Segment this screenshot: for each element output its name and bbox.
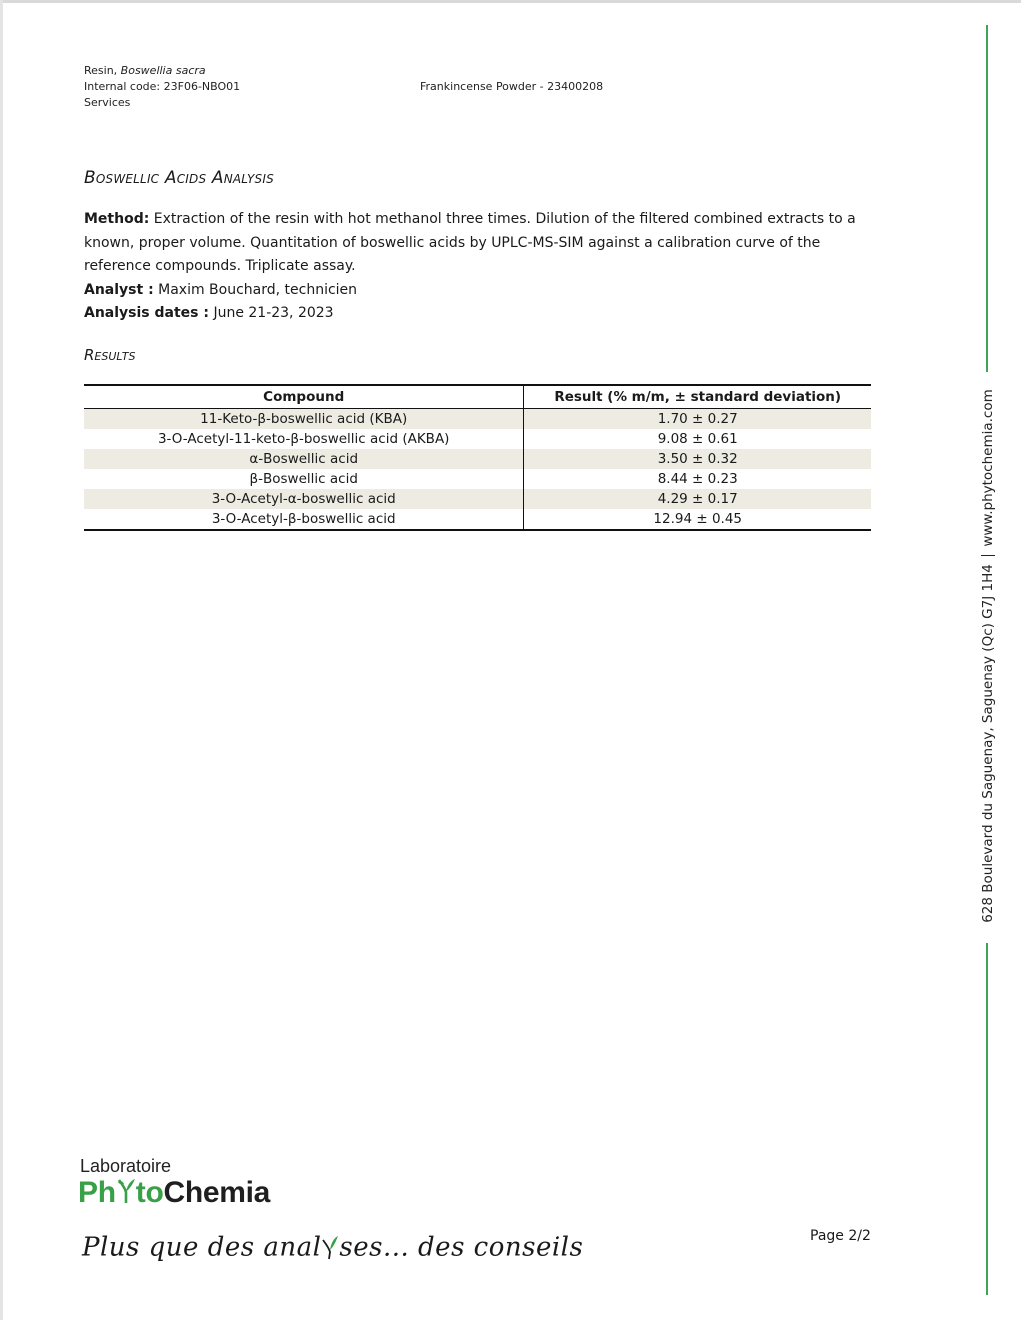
dates-value: June 21-23, 2023 (213, 305, 334, 321)
column-header-result: Result (% m/m, ± standard deviation) (524, 385, 871, 409)
logo-text-to: to (135, 1176, 164, 1209)
dates-label: Analysis dates : (84, 305, 209, 321)
tagline-part-2: ses... des conseils (339, 1232, 584, 1263)
result-cell: 9.08 ± 0.61 (657, 431, 738, 447)
product-name: Frankincense Powder - 23400208 (420, 80, 604, 93)
compound-cell: 3-O-Acetyl-α-boswellic acid (84, 489, 524, 509)
method-text-1: Extraction of the resin with hot methanol three times. Dilution of the filtered combined extracts to a (153, 211, 856, 227)
analyst-value: Maxim Bouchard, technicien (158, 281, 358, 298)
method-line-1 (84, 208, 864, 232)
column-header-compound: Compound (84, 385, 524, 409)
sidebar-line-top (986, 25, 988, 372)
leaf-y-icon (116, 1176, 136, 1212)
table-row (84, 469, 871, 489)
result-cell: 1.70 ± 0.27 (524, 409, 871, 430)
result-cell: 4.29 ± 0.17 (524, 489, 871, 509)
results-table (84, 384, 871, 531)
sidebar-separator (981, 555, 995, 557)
method-block (84, 208, 864, 326)
results-title: Results (84, 346, 136, 364)
table-row (84, 429, 871, 449)
dates-line (84, 302, 864, 326)
leaf-y-icon (321, 1230, 339, 1267)
compound-cell: 3-O-Acetyl-β-boswellic acid (84, 509, 524, 530)
analyst-label: Analyst : (84, 281, 154, 298)
table-row (84, 449, 871, 469)
tagline-part-1: Plus que des anal (82, 1232, 322, 1263)
page-number: Page 2/2 (810, 1228, 871, 1244)
table-row (84, 409, 871, 430)
result-cell: 8.44 ± 0.23 (657, 471, 738, 487)
method-label: Method: (84, 211, 150, 227)
compound-cell: α-Boswellic acid (84, 449, 524, 469)
table-row (84, 509, 871, 530)
method-text-3: reference compounds. Triplicate assay. (84, 258, 356, 274)
logo-phytochemia (78, 1176, 270, 1212)
method-text-2: known, proper volume. Quantitation of boswellic acids by UPLC-MS-SIM against a calibration curve of the (84, 234, 821, 251)
resin-label: Resin, (84, 64, 118, 77)
compound-cell: β-Boswellic acid (84, 469, 524, 489)
logo-tagline (82, 1230, 583, 1267)
logo-text-chemia: Chemia (163, 1176, 271, 1209)
logo-laboratoire: Laboratoire (80, 1156, 172, 1176)
internal-code: Internal code: 23F06-NBO01 (84, 80, 241, 93)
compound-cell: 11-Keto-β-boswellic acid (KBA) (84, 409, 524, 430)
page-edge-top (0, 0, 1021, 3)
sidebar-address: 628 Boulevard du Saguenay, Saguenay (Qc) G7J 1H4 (980, 564, 996, 923)
sidebar-website[interactable]: www.phytochemia.com (980, 389, 996, 547)
services-label: Services (84, 96, 131, 109)
table-row (84, 489, 871, 509)
table-header-row (84, 385, 871, 409)
result-cell: 3.50 ± 0.32 (524, 449, 871, 469)
page-edge-left (0, 0, 3, 1320)
compound-cell: 3-O-Acetyl-11-keto-β-boswellic acid (AKBA) (84, 429, 524, 449)
result-cell: 12.94 ± 0.45 (524, 509, 871, 530)
logo-text-ph: Ph (78, 1176, 116, 1209)
analysis-title: Boswellic Acids Analysis (84, 168, 274, 188)
species-name: Boswellia sacra (120, 64, 206, 77)
resin-line (84, 63, 206, 79)
sidebar-contact (978, 376, 998, 936)
sidebar-line-bottom (986, 943, 988, 1295)
analyst-line (84, 279, 864, 303)
